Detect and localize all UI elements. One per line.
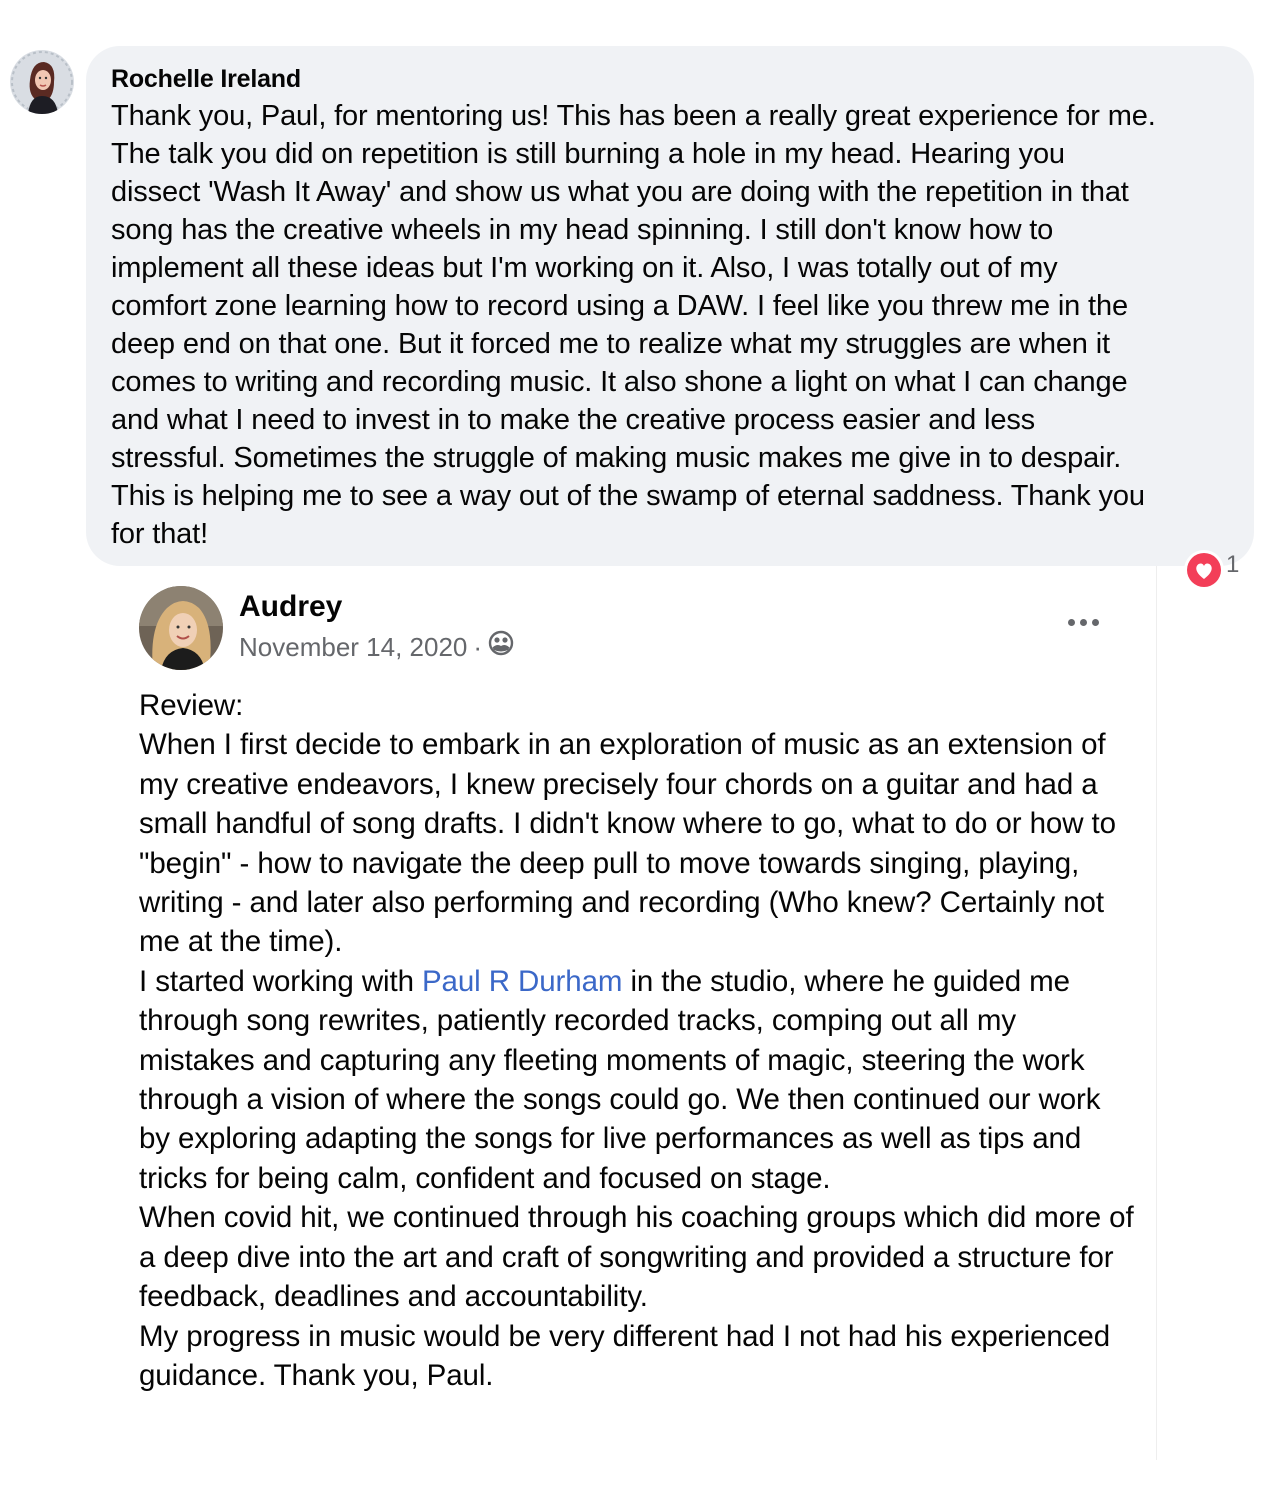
post-paragraph (139, 962, 1139, 1198)
post-paragraph: My progress in music would be very different had I not had his experienced guidance. Thank you, Paul. (139, 1319, 1110, 1392)
reaction-count: 1 (1226, 551, 1240, 578)
mention-link-paul-r-durham[interactable]: Paul R Durham (421, 964, 623, 998)
commenter-avatar[interactable] (10, 50, 74, 114)
heart-icon (1184, 550, 1224, 590)
shared-post-card (110, 566, 1159, 1460)
comment-bubble (86, 46, 1254, 566)
post-body (139, 686, 1139, 1395)
post-meta (239, 630, 514, 664)
post-author-name[interactable]: Audrey (239, 590, 343, 623)
post-author-avatar[interactable] (139, 586, 223, 670)
post-paragraph: Review: (139, 689, 244, 722)
more-options-button[interactable] (1062, 608, 1104, 636)
comment-text: Thank you, Paul, for mentoring us! This has been a really great experience for me. The talk you did on repetition is still burning a hole in my head. Hearing you dissect 'Wash It Away' and show us what you are doing with the repetition in that song has the creative wheels in my head spinning. I still don't know how to implement all these ideas but I'm working on it. Also, I was totally out of my comfort zone learning how to record using a DAW. I feel like you threw me in the deep end on that one. But it forced me to realize what my struggles are when it comes to writing and recording music. It also shone a light on what I can change and what I need to invest in to make the creative process easier and less stressful. Sometimes the struggle of making music makes me give in to despair. This is helping me to see a way out of the swamp of eternal saddness. Thank you for that! (111, 100, 1156, 550)
post-date[interactable]: November 14, 2020 (239, 632, 468, 662)
comment-author-name[interactable]: Rochelle Ireland (111, 65, 301, 93)
meta-separator: · (473, 632, 483, 662)
post-text: in the studio, where he guided me through song rewrites, patiently recorded tracks, comping out all my mistakes and capturing any fleeting moments of magic, steering the work through a vision of where the songs could go. We then continued our work by exploring adapting the songs for live performances as well as tips and tricks for being calm, confident and focused on stage. (139, 964, 1101, 1195)
more-dots-icon (1068, 619, 1075, 626)
post-paragraph: When covid hit, we continued through his coaching groups which did more of a deep dive into the art and craft of songwriting and provided a structure for feedback, deadlines and accountability. (139, 1201, 1134, 1314)
reaction-summary[interactable] (1184, 550, 1239, 576)
scroll-rail (1156, 566, 1173, 1460)
post-text: I started working with (139, 964, 422, 998)
post-paragraph: When I first decide to embark in an exploration of music as an extension of my creative endeavors, I knew precisely four chords on a guitar and had a small handful of song drafts. I didn't know where to go, what to do or how to "begin" - how to navigate the deep pull to move towards singing, playing, writing - and later also performing and recording (Who knew? Certainly not me at the time). (139, 728, 1116, 959)
friends-icon[interactable] (488, 630, 514, 664)
